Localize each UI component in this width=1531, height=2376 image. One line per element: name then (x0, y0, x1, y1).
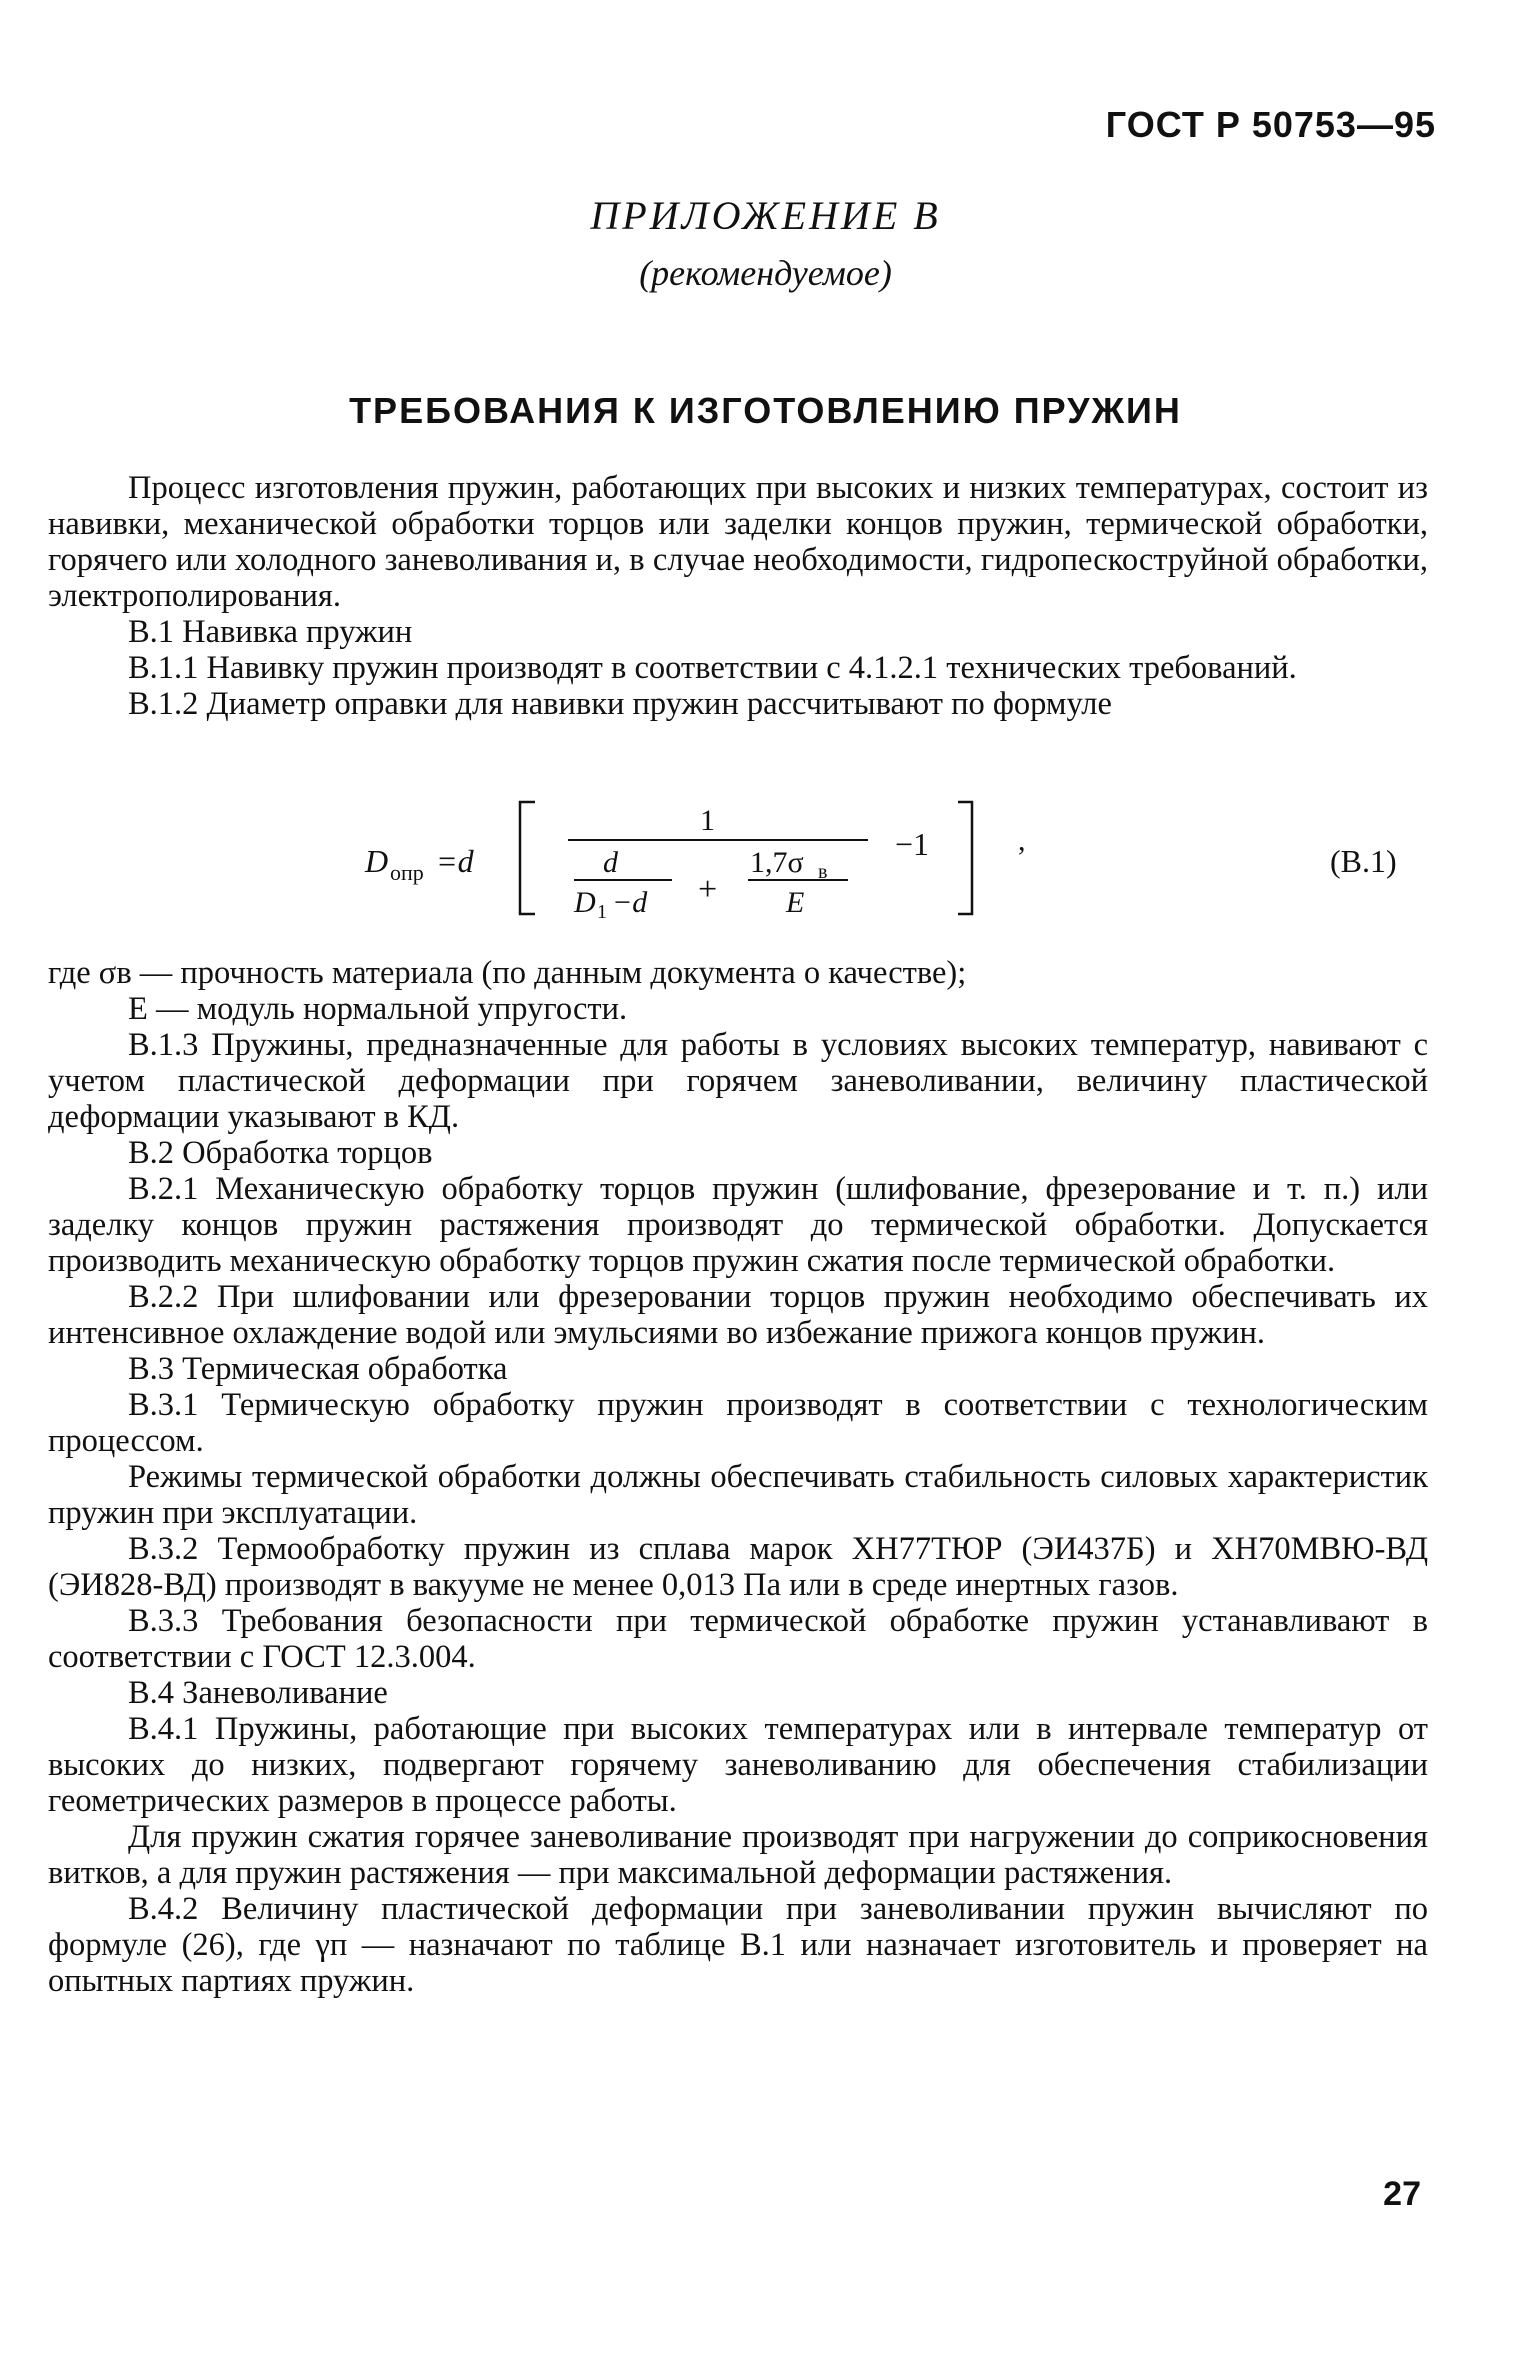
formula-comma: , (1018, 824, 1026, 857)
frac2-num-sub: в (818, 861, 828, 883)
formula-numerator: 1 (700, 804, 715, 837)
frac1-num: d (603, 846, 618, 879)
section-heading: ТРЕБОВАНИЯ К ИЗГОТОВЛЕНИЮ ПРУЖИН (349, 390, 1182, 431)
text-block-1 (48, 470, 1428, 722)
paragraph: В.3.2 Термообработку пружин из сплава марок ХН77ТЮР (ЭИ437Б) и ХН70МВЮ-ВД (ЭИ828-ВД) производят в вакууме не менее 0,013 Па или в среде инертных газов. (48, 1531, 1428, 1603)
subsection-title: В.4 Заневоливание (128, 1675, 388, 1711)
formula-eq: =d (436, 843, 474, 879)
frac2-den: E (786, 886, 805, 919)
appendix-title: ПРИЛОЖЕНИЕ В (590, 193, 941, 238)
paragraph: В.2.2 При шлифовании или фрезеровании торцов пружин необходимо обеспечивать их интенсивное охлаждение водой или эмульсиями во избежание прижога концов пружин. (48, 1279, 1428, 1351)
paragraph: В.1.3 Пружины, предназначенные для работы в условиях высоких температур, навивают с учетом пластической деформации при горячем заневоливании, величину пластической деформации указывают в КД. (48, 1027, 1428, 1135)
formula-number: (В.1) (1330, 843, 1397, 879)
frac2-num: 1,7σ (750, 846, 804, 879)
subsection-title: В.2 Обработка торцов (128, 1135, 433, 1171)
frac1-den-sub: 1 (597, 901, 607, 923)
frac1-den-a: D (574, 886, 596, 919)
subsection-title: В.1 Навивка пружин (128, 614, 413, 650)
page-number: 27 (1383, 2175, 1421, 2213)
paragraph: Процесс изготовления пружин, работающих при высоких и низких температурах, состоит из навивки, механической обработки торцов или заделки концов пружин, термической обработки, горячего или холодного заневоливания и, в случае необходимости, гидропескоструйной обработки, электрополирования. (48, 470, 1428, 614)
paragraph: Режимы термической обработки должны обеспечивать стабильность силовых характеристик пружин при эксплуатации. (48, 1459, 1428, 1531)
standard-number: ГОСТ Р 50753—95 (1105, 104, 1436, 145)
right-bracket (958, 802, 972, 914)
paragraph: Для пружин сжатия горячее заневоливание производят при нагружении до соприкосновения витков, а для пружин растяжения — при максимальной деформации растяжения. (48, 1819, 1428, 1891)
paragraph: В.4.1 Пружины, работающие при высоких температурах или в интервале температур от высоких до низких, подвергают горячему заневоливанию для обеспечения стабилизации геометрических размеров в процессе работы. (48, 1711, 1428, 1819)
text-block-2 (48, 955, 1428, 1999)
paragraph: В.3.3 Требования безопасности при термической обработке пружин устанавливают в соответствии с ГОСТ 12.3.004. (48, 1603, 1428, 1675)
paragraph: E — модуль нормальной упругости. (128, 991, 628, 1027)
paragraph: В.1.1 Навивку пружин производят в соответствии с 4.1.2.1 технических требований. (128, 650, 1297, 686)
formula-lhs: D (365, 843, 389, 879)
paragraph: В.2.1 Механическую обработку торцов пружин (шлифование, фрезерование и т. п.) или заделку концов пружин растяжения производят до термической обработки. Допускается производить механическую обработку торцов пружин сжатия после термической обработки. (48, 1171, 1428, 1279)
formula-lhs-sub: опр (390, 860, 424, 885)
formula-minus-one: −1 (895, 826, 930, 862)
paragraph: В.4.2 Величину пластической деформации при заневоливании пружин вычисляют по формуле (26), где γп — назначают по таблице В.1 или назначает изготовитель и проверяет на опытных партиях пружин. (48, 1891, 1428, 1999)
paragraph: В.1.2 Диаметр оправки для навивки пружин рассчитывают по формуле (128, 686, 1112, 722)
subsection-title: В.3 Термическая обработка (128, 1351, 508, 1387)
appendix-subtitle: (рекомендуемое) (639, 253, 892, 293)
formula-plus: + (698, 871, 718, 908)
paragraph: В.3.1 Термическую обработку пружин производят в соответствии с технологическим процессом. (48, 1387, 1428, 1459)
paragraph: где σв — прочность материала (по данным документа о качестве); (48, 955, 967, 991)
left-bracket (520, 802, 535, 914)
formula-b1 (0, 780, 1531, 950)
frac1-den-b: −d (612, 886, 648, 919)
